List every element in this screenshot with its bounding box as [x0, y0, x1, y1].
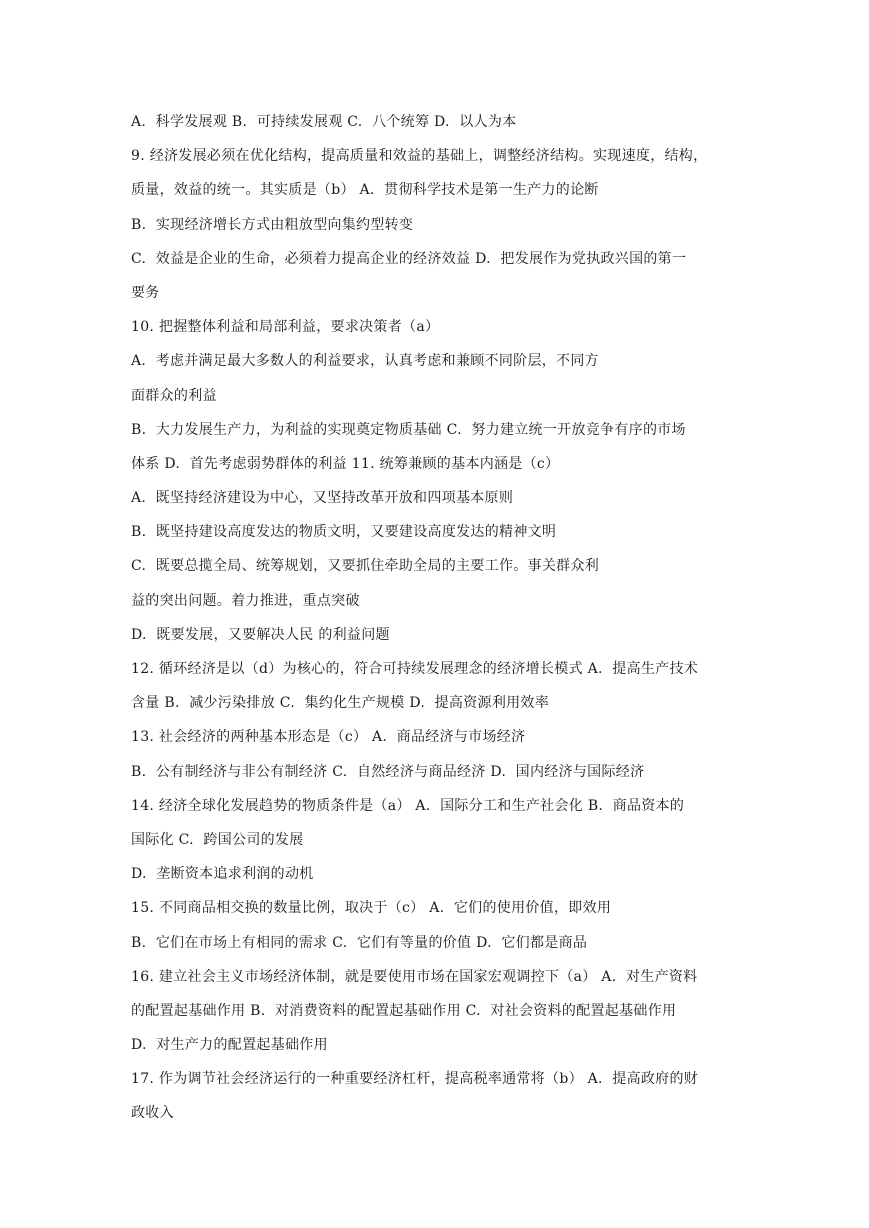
text-line: 质量，效益的统一。其实质是（b） A. 贯彻科学技术是第一生产力的论断: [131, 182, 599, 199]
text-line: 含量 B. 减少污染排放 C. 集约化生产规模 D. 提高资源利用效率: [131, 695, 550, 712]
text-line: 国际化 C. 跨国公司的发展: [131, 831, 304, 848]
text-line: D. 对生产力的配置起基础作用: [131, 1037, 328, 1054]
text-line: 16. 建立社会主义市场经济体制，就是要使用市场在国家宏观调控下（a） A. 对生产资料: [131, 968, 698, 985]
text-line: 9. 经济发展必须在优化结构，提高质量和效益的基础上，调整经济结构。实现速度，结构，: [131, 148, 708, 165]
text-line: 14. 经济全球化发展趋势的物质条件是（a） A. 国际分工和生产社会化 B. 商品资本的: [131, 797, 685, 814]
text-line: D. 垄断资本追求利润的动机: [131, 866, 314, 883]
text-line: 体系 D. 首先考虑弱势群体的利益 11. 统筹兼顾的基本内涵是（c）: [131, 455, 560, 472]
text-line: 12. 循环经济是以（d）为核心的，符合可持续发展理念的经济增长模式 A. 提高生产技术: [131, 661, 699, 677]
text-line: B. 实现经济增长方式由粗放型向集约型转变: [131, 216, 414, 233]
text-line: B. 既坚持建设高度发达的物质文明，又要建设高度发达的精神文明: [131, 524, 557, 541]
text-line: B. 大力发展生产力，为利益的实现奠定物质基础 C. 努力建立统一开放竞争有序的市场: [131, 421, 686, 438]
text-line: 10. 把握整体利益和局部利益，要求决策者（a）: [131, 319, 440, 336]
text-line: 面群众的利益: [131, 387, 217, 404]
text-line: C. 效益是企业的生命，必须着力提高企业的经济效益 D. 把发展作为党执政兴国的第一: [131, 250, 687, 267]
text-line: A. 科学发展观 B. 可持续发展观 C. 八个统筹 D. 以人为本: [131, 114, 517, 130]
text-line: 15. 不同商品相交换的数量比例，取决于（c） A. 它们的使用价值，即效用: [131, 900, 612, 917]
text-line: 政收入: [131, 1105, 174, 1122]
text-line: 益的突出问题。着力推进，重点突破: [131, 592, 360, 609]
text-line: 要务: [131, 284, 160, 301]
text-line: B. 它们在市场上有相同的需求 C. 它们有等量的价值 D. 它们都是商品: [131, 934, 588, 951]
text-line: B. 公有制经济与非公有制经济 C. 自然经济与商品经济 D. 国内经济与国际经济: [131, 763, 645, 780]
text-line: 17. 作为调节社会经济运行的一种重要经济杠杆，提高税率通常将（b） A. 提高政府的财: [131, 1071, 699, 1088]
text-line: D. 既要发展，又要解决人民 的利益问题: [131, 626, 390, 643]
text-line: A. 既坚持经济建设为中心，又坚持改革开放和四项基本原则: [131, 490, 514, 507]
text-line: 的配置起基础作用 B. 对消费资料的配置起基础作用 C. 对社会资料的配置起基础作用: [131, 1002, 677, 1019]
text-line: A. 考虑并满足最大多数人的利益要求，认真考虑和兼顾不同阶层，不同方: [131, 353, 599, 370]
text-line: C. 既要总揽全局、统筹规划，又要抓住牵助全局的主要工作。事关群众利: [131, 558, 600, 575]
text-line: 13. 社会经济的两种基本形态是（c） A. 商品经济与市场经济: [131, 729, 526, 746]
